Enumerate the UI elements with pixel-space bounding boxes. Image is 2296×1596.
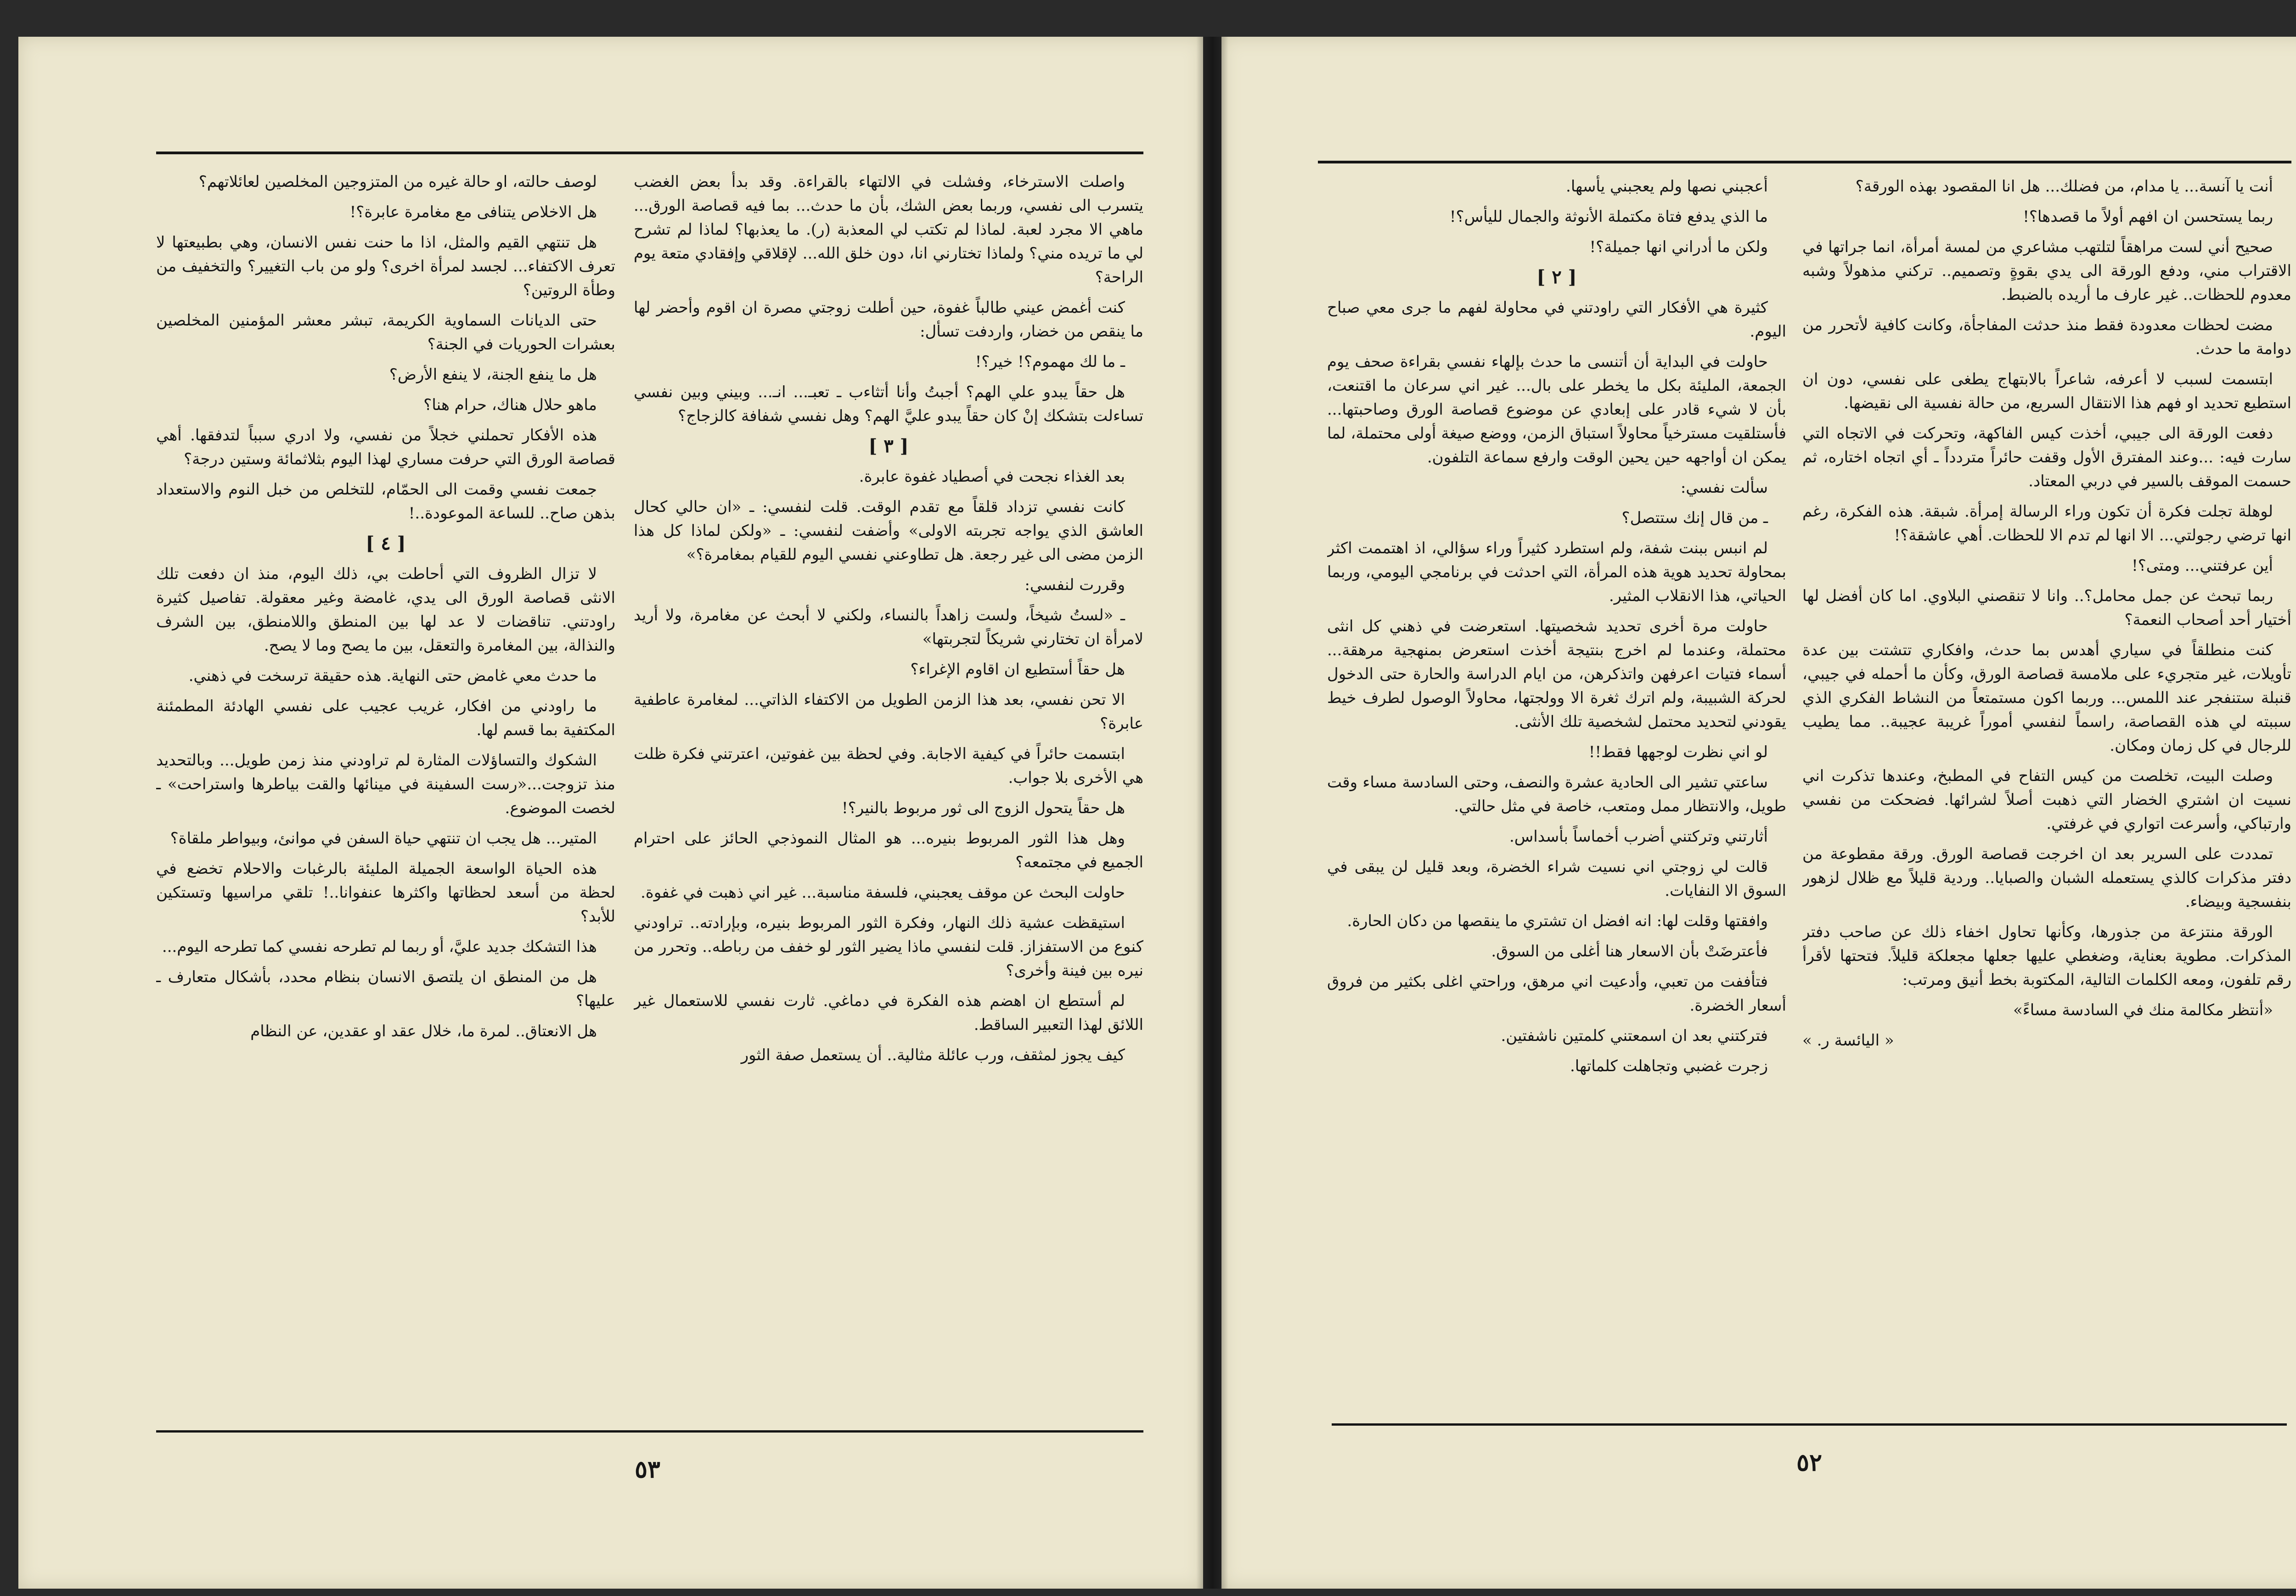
paragraph: مضت لحظات معدودة فقط منذ حدثت المفاجأة، وكانت كافية لأتحرر من دوامة ما حدث. xyxy=(1802,316,2291,358)
right-page xyxy=(1221,37,2296,1589)
paragraph: فتأففت من تعبي، وأدعيت اني مرهق، وراحتي اغلى بكثير من فروق أسعار الخضرة. xyxy=(1327,972,1786,1015)
paragraph: فأعترضَتْ بأن الاسعار هنا أغلى من السوق. xyxy=(1491,942,1768,961)
section-heading-2: [ ٢ ] xyxy=(1536,266,1577,288)
paragraph: هل من المنطق ان يلتصق الانسان بنظام محدد، بأشكال متعارف ـ عليها؟ xyxy=(156,968,615,1010)
paragraph: قالت لي زوجتي اني نسيت شراء الخضرة، وبعد قليل لن يبقى في السوق الا النفايات. xyxy=(1327,858,1786,900)
bottom-rule xyxy=(156,1430,1143,1433)
paragraph: هل حقاً أستطيع ان اقاوم الإغراء؟ xyxy=(910,660,1125,679)
paragraph: كيف يجوز لمثقف، ورب عائلة مثالية.. أن يستعمل صفة الثور xyxy=(741,1046,1125,1064)
paragraph: ساعتي تشير الى الحادية عشرة والنصف، وحتى السادسة مساء وقت طويل، والانتظار ممل ومتعب، خاصة في مثل حالتي. xyxy=(1327,773,1786,815)
paragraph: كثيرة هي الأفكار التي راودتني في محاولة لفهم ما جرى معي صباح اليوم. xyxy=(1327,298,1786,341)
paragraph: الشكوك والتساؤلات المثارة لم تراودني منذ زمن طويل... وبالتحديد منذ تزوجت...«رست السفينة في مينائها والقت بياطرها واستراحت» ـ لخصت الموضوع. xyxy=(156,751,615,817)
paragraph: كنت أغمض عيني طالباً غفوة، حين أطلت زوجتي مصرة ان اقوم وأحضر لها ما ينقص من خضار، واردفت تسأل: xyxy=(634,298,1143,341)
paragraph: لو اني نظرت لوجهها فقط!! xyxy=(1588,743,1768,761)
paragraph: ابتسمت لسبب لا أعرفه، شاعراً بالابتهاج يطغى على نفسي، دون ان استطيع تحديد او فهم هذا الانتقال السريع، من حالة نفسية الى نقيضها. xyxy=(1802,370,2291,412)
paragraph: أثارتني وتركتني أضرب أخماساً بأسداس. xyxy=(1509,827,1768,846)
paragraph: ربما تبحث عن جمل محامل؟.. وانا لا تنقصني البلاوي. اما كان أفضل لها أختيار أحد أصحاب النعمة؟ xyxy=(1802,587,2291,629)
paragraph: تمددت على السرير بعد ان اخرجت قصاصة الورق. ورقة مقطوعة من دفتر مذكرات كالذي يستعمله الشبان والصبايا.. وردية قليلاً مع ظلال لزهور بنفسجية وبيضاء. xyxy=(1802,845,2291,911)
paragraph: ـ «لستُ شيخاً، ولست زاهداً بالنساء، ولكني لا أبحث عن مغامرة، ولا أريد لامرأة ان تختارني شريكاً لتجربتها» xyxy=(634,606,1143,648)
paragraph: أين عرفتني... ومتى؟! xyxy=(2132,556,2273,575)
paragraph: أنت يا آنسة... يا مدام، من فضلك... هل انا المقصود بهذه الورقة؟ xyxy=(1855,177,2273,196)
paragraph: ما الذي يدفع فتاة مكتملة الأنوثة والجمال لليأس؟! xyxy=(1449,208,1768,226)
signature: « اليائسة ر. » xyxy=(1802,1031,1894,1050)
paragraph: «أنتظر مكالمة منك في السادسة مساءً» xyxy=(2013,1001,2273,1019)
paragraph: استيقظت عشية ذلك النهار، وفكرة الثور المربوط بنيره، وبإرادته.. تراودني كنوع من الاستفزاز. قلت لنفسي ماذا يضير الثور لو خفف من رباطه.. وتحرر من نيره بين فينة وأخرى؟ xyxy=(634,914,1143,980)
paragraph: لوهلة تجلت فكرة أن تكون وراء الرسالة إمرأة. شبقة. هذه الفكرة، رغم انها ترضي رجولتي... الا انها لم تدم الا للحظات. أهي عاشقة؟! xyxy=(1802,502,2291,545)
top-rule xyxy=(156,152,1143,154)
paragraph: لم أستطع ان اهضم هذه الفكرة في دماغي. ثارت نفسي للاستعمال غير اللائق لهذا التعبير الساقط. xyxy=(634,992,1143,1034)
paragraph: ما راودني من افكار، غريب عجيب على نفسي الهادئة المطمئنة المكتفية بما قسم لها. xyxy=(156,697,615,739)
paragraph: هذه الحياة الواسعة الجميلة المليئة بالرغبات والاحلام تخضع في لحظة من أسعد لحظاتها واكثرها عنفوانا..! تلقي مراسيها وتستكين للأبد؟ xyxy=(156,860,615,926)
left-page-right-column xyxy=(634,170,1143,1423)
paragraph: ابتسمت حائراً في كيفية الاجابة. وفي لحظة بين غفوتين، اعترتني فكرة ظلت هي الأخرى بلا جواب. xyxy=(634,745,1143,787)
paragraph: كنت منطلقاً في سياري أهدس بما حدث، وافكاري تتشتت بين عدة تأويلات، غير متجريء على ملامسة قصاصة الورق، وكأن ما أحمله في جيبي، قنبلة ستنفجر عند اللمس... وربما اكون مستمتعاً من النشاط الفكري الذي سببته لي هذه القصاصة، راسماً لنفسي أموراً غريبة عجيبة.. مما يطيب للرجال في كل زمان ومكان. xyxy=(1802,641,2291,755)
paragraph: هل الانعتاق.. لمرة ما، خلال عقد او عقدين، عن النظام xyxy=(250,1022,597,1040)
paragraph: وصلت البيت، تخلصت من كيس التفاح في المطبخ، وعندها تذكرت اني نسيت ان اشتري الخضار التي ذهبت أصلاً لشرائها. فضحكت من نفسي وارتباكي، وأسرعت اتواري في غرفتي. xyxy=(1802,767,2291,833)
paragraph: ـ من قال إنك ستتصل؟ xyxy=(1621,509,1768,527)
paragraph: هل تنتهي القيم والمثل، اذا ما حنت نفس الانسان، وهي بطبيعتها لا تعرف الاكتفاء... لجسد لمرأة اخرى؟ ولو من باب التغيير؟ والتخفيف من وطأة الروتين؟ xyxy=(156,233,615,299)
paragraph: صحيح أني لست مراهقاً لتلتهب مشاعري من لمسة أمرأة، انما جراتها في الاقتراب مني، ودفع الورقة الى يدي بقوةٍ وتصميم.. تركني مذهولاً وشبه معدوم للحظات.. غير عارف ما أريده بالضبط. xyxy=(1802,238,2291,304)
left-page xyxy=(18,37,1203,1589)
paragraph: ـ ما لك مهموم؟! خير؟! xyxy=(975,353,1125,371)
book-gutter xyxy=(1196,37,1228,1589)
paragraph: لا تزال الظروف التي أحاطت بي، ذلك اليوم، منذ ان دفعت تلك الانثى قصاصة الورق الى يدي، غامضة وغير معقولة. تفاصيل كثيرة راودتني. تناقضات لا عد لها بين المنطق واللامنطق، بين الشرف والنذالة، بين المغامرة والتعقل، بين ما يصح وما لا يصح. xyxy=(156,565,615,655)
section-heading-4: [ ٤ ] xyxy=(366,533,406,554)
paragraph: أعجبني نصها ولم يعجبني يأسها. xyxy=(1566,177,1768,196)
paragraph: وهل هذا الثور المربوط بنيره... هو المثال النموذجي الحائز على احترام الجميع في مجتمعه؟ xyxy=(634,829,1143,871)
bottom-rule xyxy=(1332,1423,2287,1426)
paragraph: هل حقاً يتحول الزوج الى ثور مربوط بالنير؟! xyxy=(842,799,1125,817)
left-page-left-column xyxy=(156,170,615,1423)
paragraph: كانت نفسي تزداد قلقاً مع تقدم الوقت. قلت لنفسي: ـ «ان حالي كحال العاشق الذي يواجه تجربته الاولى» وأضفت لنفسي: ـ «ولكن لماذا كل هذا الزمن مضى الى غير رجعة. هل تطاوعني نفسي اليوم للقيام بمغامرة؟» xyxy=(634,498,1143,564)
paragraph: بعد الغذاء نجحت في أصطياد غفوة عابرة. xyxy=(859,467,1125,486)
paragraph: ربما يستحسن ان افهم أولاً ما قصدها؟! xyxy=(2023,208,2273,226)
paragraph: لوصف حالته، او حالة غيره من المتزوجين المخلصين لعائلاتهم؟ xyxy=(198,173,597,191)
paragraph: جمعت نفسي وقمت الى الحمّام، للتخلص من خبل النوم والاستعداد بذهن صاح.. للساعة الموعودة..! xyxy=(156,480,615,523)
paragraph: حتى الديانات السماوية الكريمة، تبشر معشر المؤمنين المخلصين بعشرات الحوريات في الجنة؟ xyxy=(156,311,615,354)
paragraph: فتركتني بعد ان اسمعتني كلمتين ناشفتين. xyxy=(1501,1027,1768,1045)
paragraph: هل الاخلاص يتنافى مع مغامرة عابرة؟! xyxy=(349,203,597,221)
paragraph: حاولت في البداية أن أتنسى ما حدث بإلهاء نفسي بقراءة صحف يوم الجمعة، المليئة بكل ما يخطر على بال... غير اني سرعان ما اقتنعت، بأن لا شيء قادر على إبعادي عن موضوع قصاصة الورق وصاحبتها... فأستلقيت مسترخياً محاولاً استباق الزمن، ووضع صيغة أولى محتملة، لما يمكن ان أواجهه حين يحين الوقت وارفع سماعة التلفون. xyxy=(1327,353,1786,466)
paragraph: المتير... هل يجب ان تنتهي حياة السفن في موانئ، وبيواطر ملقاة؟ xyxy=(170,829,597,848)
paragraph: وقررت لنفسي: xyxy=(1024,576,1125,594)
paragraph: الورقة منتزعة من جذورها، وكأنها تحاول اخفاء ذلك عن صاحب دفتر المذكرات. مطوية بعناية، وضغطي عليها جعلها مجعلكة قليلاً. فتحتها لأقرأ رقم تلفون، ومعه الكلمات التالية، المكتوبة بخط أنيق ومرتب: xyxy=(1802,923,2291,989)
paragraph: دفعت الورقة الى جيبي، أخذت كيس الفاكهة، وتحركت في الاتجاه التي سارت فيه: ...وعند المفترق الأول وقفت حائراً متردداً ـ أي اتجاه اختاره، ثم حسمت الموقف بالسير في دربي المعتاد. xyxy=(1802,424,2291,490)
paragraph: ما حدث معي غامض حتى النهاية. هذه حقيقة ترسخت في ذهني. xyxy=(188,667,597,685)
page-number: ٥٢ xyxy=(1796,1449,1822,1477)
paragraph: سألت نفسي: xyxy=(1680,478,1768,497)
paragraph: حاولت البحث عن موقف يعجبني، فلسفة مناسبة... غير اني ذهبت في غفوة. xyxy=(641,883,1125,902)
paragraph: الا تحن نفسي، بعد هذا الزمن الطويل من الاكتفاء الذاتي... لمغامرة عاطفية عابرة؟ xyxy=(634,691,1143,733)
paragraph: زجرت غضبي وتجاهلت كلماتها. xyxy=(1570,1057,1768,1075)
paragraph: هل حقاً يبدو علي الهم؟ أجبتُ وأنا أتثاءب ـ تعبـ... انـ... وبيني وبين نفسي تساءلت بتشكك إنْ كان حقاً يبدو عليَّ الهم؟ وهل نفسي شفافة كالزجاج؟ xyxy=(634,383,1143,425)
right-page-right-column xyxy=(1802,174,2291,1423)
top-rule xyxy=(1318,161,2291,163)
paragraph: ولكن ما أدراني انها جميلة؟! xyxy=(1589,238,1768,256)
paragraph: لم انبس ببنت شفة، ولم استطرد كثيراً وراء سؤالي، اذ اهتممت اكثر بمحاولة تحديد هوية هذه المرأة، التي احدثت في برنامجي اليومي، وربما الحياتي، هذا الانقلاب المثير. xyxy=(1327,539,1786,605)
paragraph: وافقتها وقلت لها: انه افضل ان تشتري ما ينقصها من دكان الحارة. xyxy=(1347,912,1768,930)
paragraph: هل ما ينفع الجنة، لا ينفع الأرض؟ xyxy=(389,365,597,384)
paragraph: واصلت الاسترخاء، وفشلت في الالتهاء بالقراءة. وقد بدأ بعض الغضب يتسرب الى نفسي، وربما بعض الشك، بأن ما حدث... بما فيه قصاصة الورق... ماهي الا مجرد لعبة. لماذا لم تكتب لي المعذبة (ر). ما يعذبها؟ لماذا لم تشرح لي ما تريده مني؟ ولماذا تختارني انا، دون خلق الله... لإقلاقي وإفقادي متعة يوم الراحة؟ xyxy=(634,173,1143,287)
paragraph: ماهو حلال هناك، حرام هنا؟ xyxy=(423,396,597,414)
right-page-left-column xyxy=(1327,174,1786,1423)
section-heading-3: [ ٣ ] xyxy=(868,435,909,457)
paragraph: هذه الأفكار تحملني خجلاً من نفسي، ولا ادري سبباً لتدفقها. أهي قصاصة الورق التي حرفت مساري لهذا اليوم بثلاثمائة وستين درجة؟ xyxy=(156,426,615,468)
paragraph: حاولت مرة أخرى تحديد شخصيتها. استعرضت في ذهني كل انثى محتملة، وعندما لم اخرج بنتيجة أخذت استعرض بمنهجية مرهقة... أسماء فتيات اعرفهن واتذكرهن، من ايام الدراسة والحارة حتى الدخول لحركة الشبيبة، ولم اترك ثغرة الا وولجتها، محاولاً الوصول لطرف خيط يقودني لتحديد محتمل لشخصية تلك الأنثى. xyxy=(1327,617,1786,731)
page-number: ٥٣ xyxy=(635,1456,660,1484)
paragraph: هذا التشكك جديد عليَّ، أو ربما لم تطرحه نفسي كما تطرحه اليوم... xyxy=(162,938,597,956)
